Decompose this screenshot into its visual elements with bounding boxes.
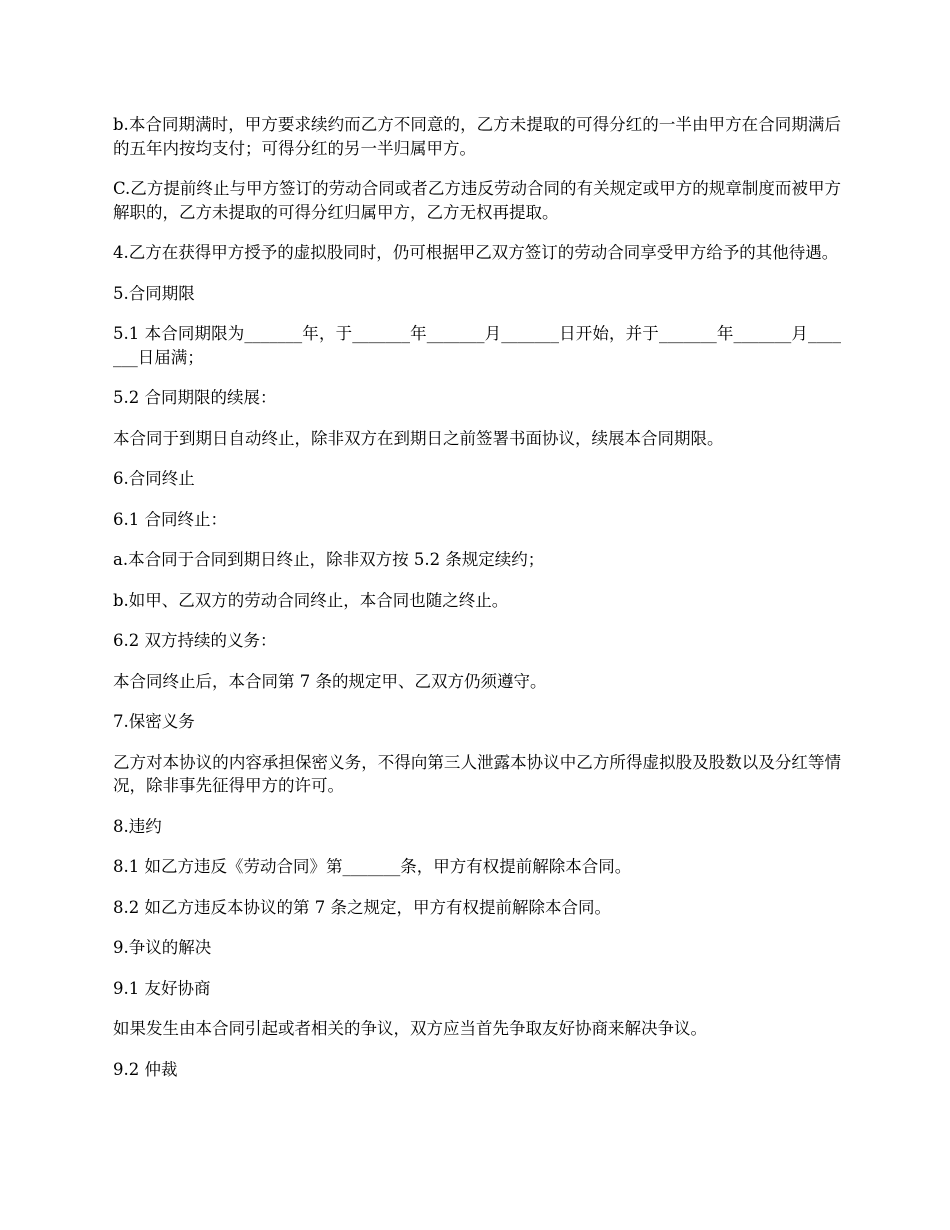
clause-4-other-benefits: 4.乙方在获得甲方授予的虚拟股同时，仍可根据甲乙双方签订的劳动合同享受甲方给予的其他待遇。 bbox=[113, 243, 839, 262]
document-page bbox=[113, 113, 841, 1098]
clause-7-text: 乙方对本协议的内容承担保密义务，不得向第三人泄露本协议中乙方所得虚拟股及股数以及分红等情况，除非事先征得甲方的许可。 bbox=[113, 752, 841, 795]
clause-8-2: 8.2 如乙方违反本协议的第 7 条之规定，甲方有权提前解除本合同。 bbox=[113, 897, 611, 917]
clause-9-1-heading: 9.1 友好协商 bbox=[113, 978, 211, 998]
clause-8-1: 8.1 如乙方违反《劳动合同》第_______条，甲方有权提前解除本合同。 bbox=[113, 857, 632, 876]
clause-5-2-text: 本合同于到期日自动终止，除非双方在到期日之前签署书面协议，续展本合同期限。 bbox=[113, 428, 724, 448]
section-7-heading: 7.保密义务 bbox=[113, 712, 195, 731]
clause-5-1-term: 5.1 本合同期限为_______年，于_______年_______月_______日开始，并于_______年_______月_______日届满； bbox=[113, 324, 841, 367]
section-6-heading: 6.合同终止 bbox=[113, 469, 195, 488]
section-5-heading: 5.合同期限 bbox=[113, 283, 195, 303]
section-8-heading: 8.违约 bbox=[113, 816, 162, 836]
clause-6-1-b: b.如甲、乙双方的劳动合同终止，本合同也随之终止。 bbox=[113, 590, 509, 610]
clause-6-2-text: 本合同终止后，本合同第 7 条的规定甲、乙双方仍须遵守。 bbox=[113, 671, 547, 691]
clause-5-2-heading: 5.2 合同期限的续展： bbox=[113, 388, 277, 407]
clause-9-1-text: 如果发生由本合同引起或者相关的争议，双方应当首先争取友好协商来解决争议。 bbox=[113, 1019, 707, 1038]
section-9-heading: 9.争议的解决 bbox=[113, 938, 212, 957]
clause-9-2-heading: 9.2 仲裁 bbox=[113, 1059, 178, 1079]
clause-c-termination-dividend: C.乙方提前终止与甲方签订的劳动合同或者乙方违反劳动合同的有关规定或甲方的规章制度而被甲方解职的，乙方未提取的可得分红归属甲方，乙方无权再提取。 bbox=[113, 179, 841, 222]
clause-b-renewal-dividend: b.本合同期满时，甲方要求续约而乙方不同意的，乙方未提取的可得分红的一半由甲方在合同期满后的五年内按均支付；可得分红的另一半归属甲方。 bbox=[113, 115, 841, 158]
clause-6-1-a: a.本合同于合同到期日终止，除非双方按 5.2 条规定续约； bbox=[113, 550, 545, 569]
clause-6-1-heading: 6.1 合同终止： bbox=[113, 509, 227, 529]
clause-6-2-heading: 6.2 双方持续的义务： bbox=[113, 631, 277, 650]
